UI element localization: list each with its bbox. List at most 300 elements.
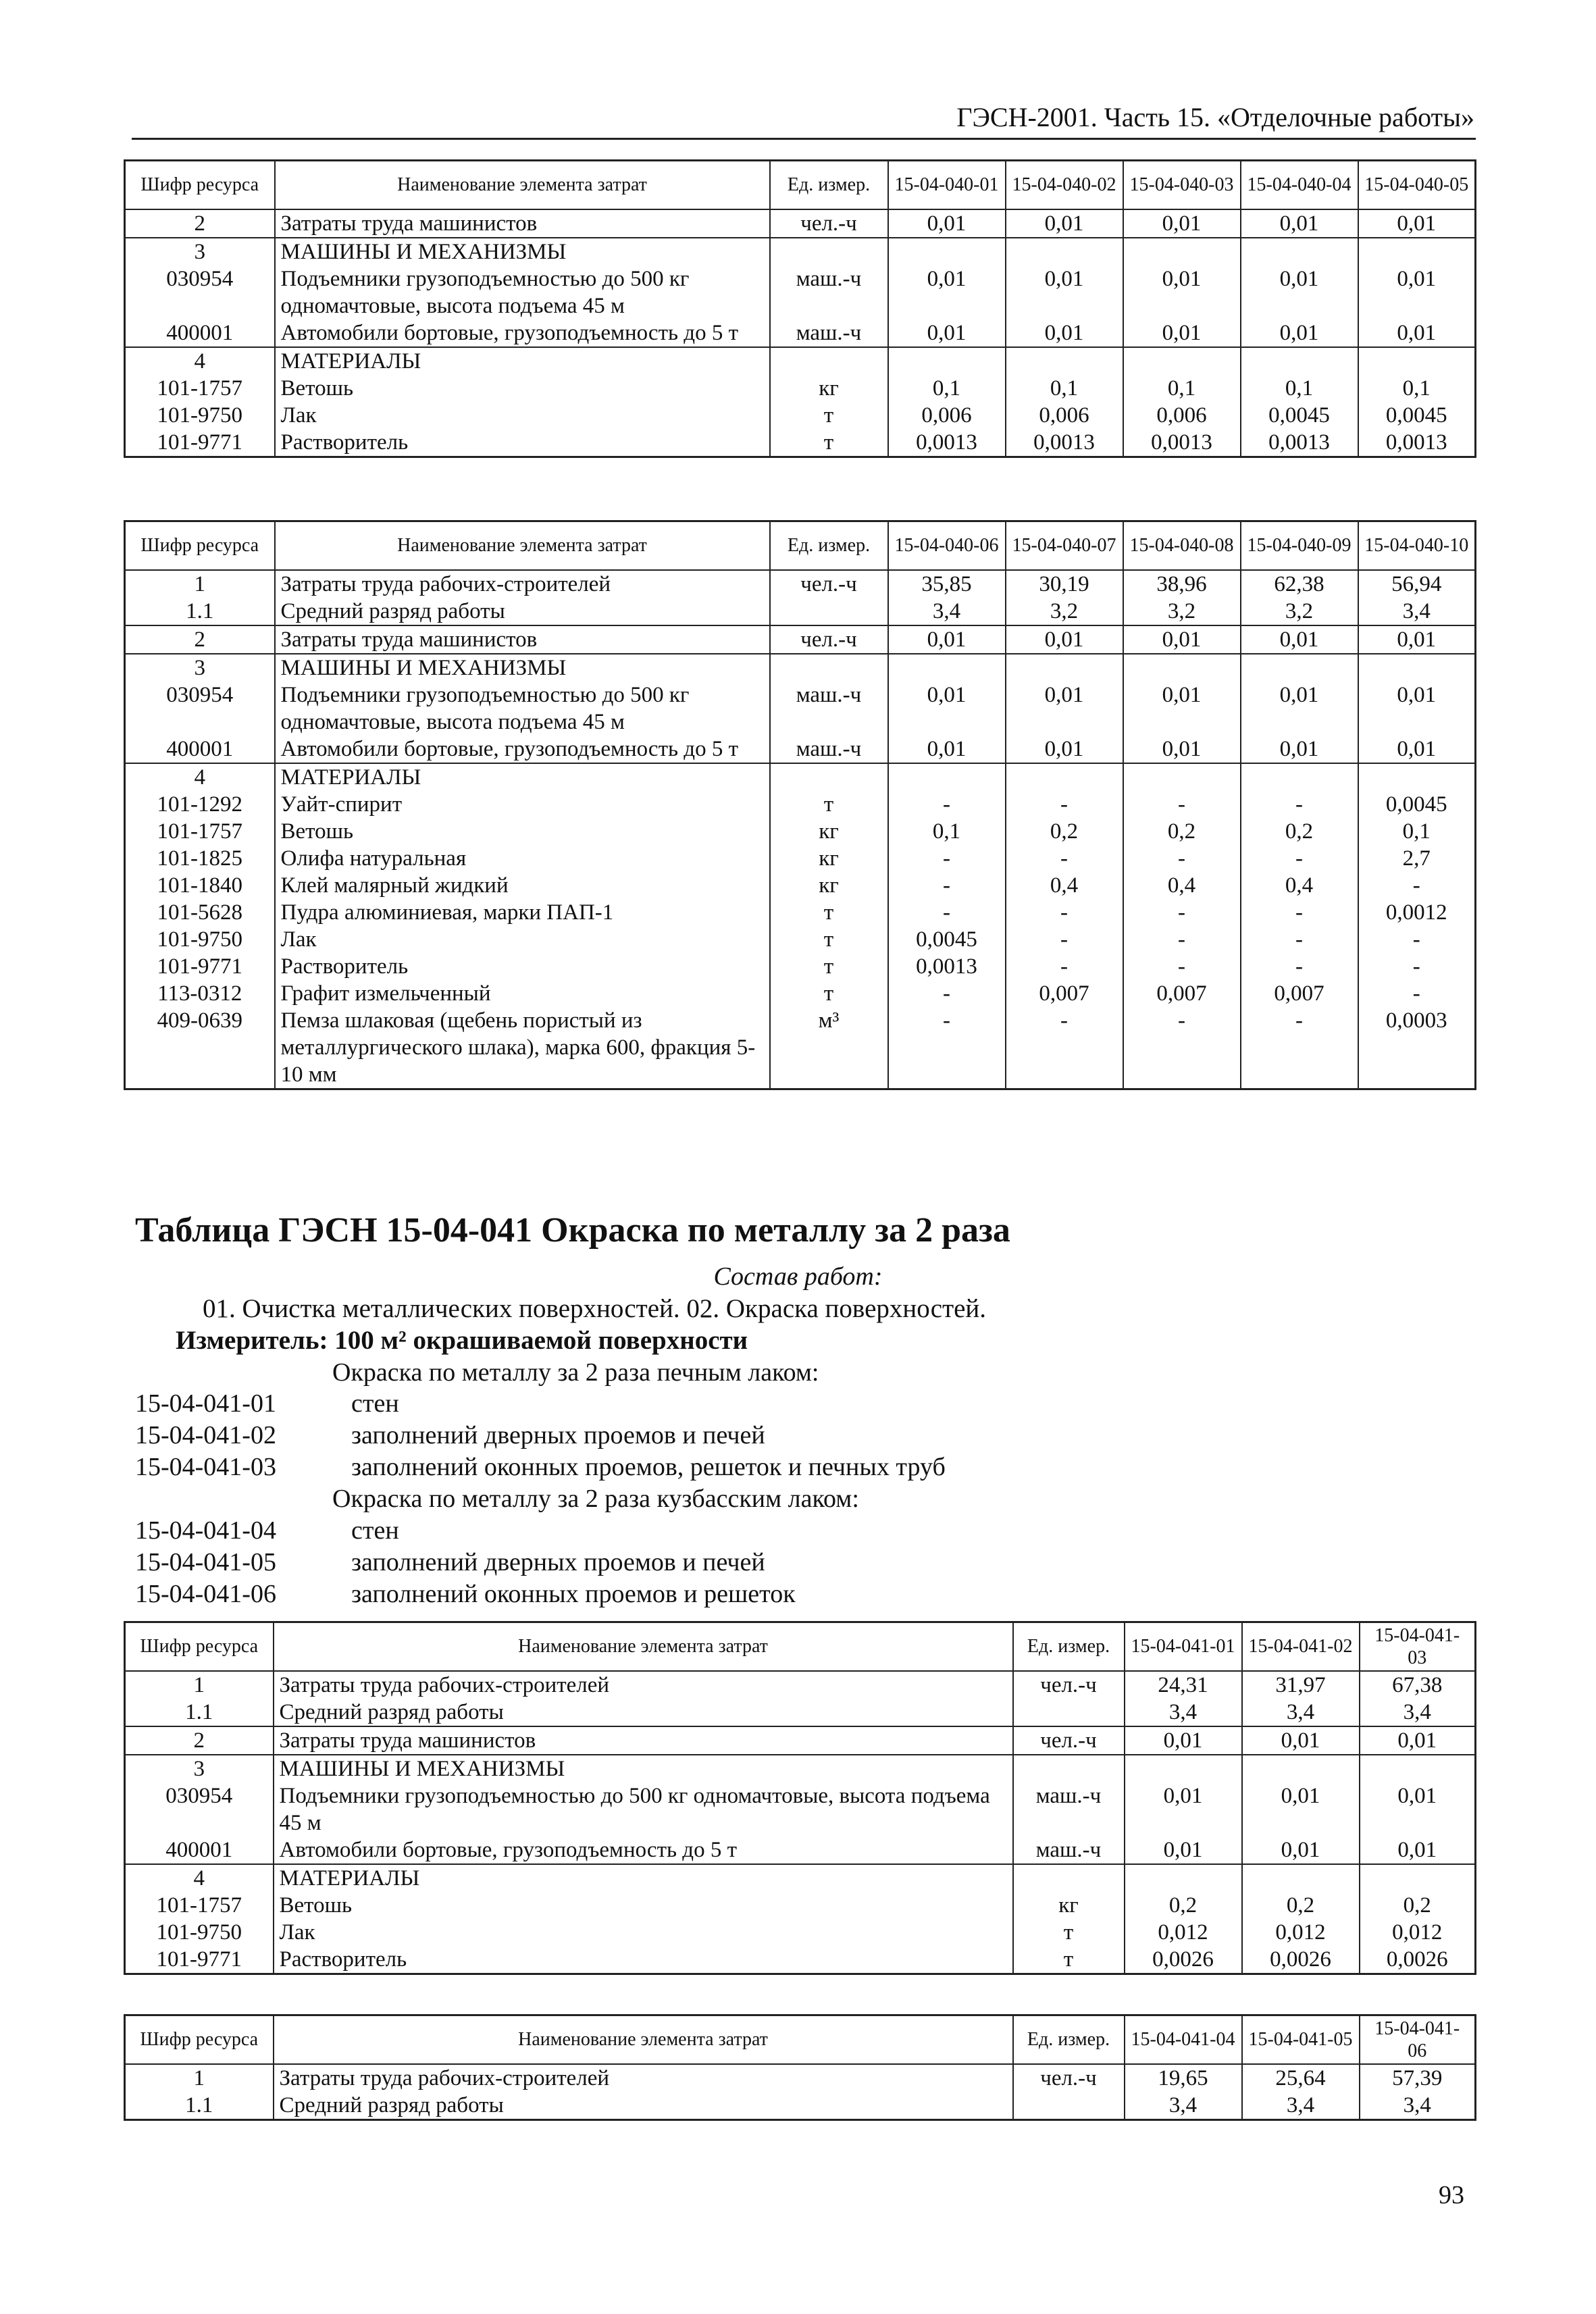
value-cell: 0,2 [1006, 818, 1123, 845]
value-cell: 0,01 [1006, 209, 1123, 238]
value-cell [1358, 238, 1476, 265]
norm-desc: заполнений дверных проемов и печей [351, 1421, 765, 1449]
value-cell [888, 238, 1006, 265]
table-row [125, 2092, 1476, 2120]
cost-item-name-cell: Автомобили бортовые, грузоподъемность до 5 т [275, 736, 770, 763]
value-cell [1242, 1864, 1360, 1892]
value-cell: 0,0013 [888, 429, 1006, 457]
table-row [125, 1836, 1476, 1864]
value-cell: 0,0003 [1358, 1007, 1476, 1089]
work-caption: Состав работ: [713, 1262, 883, 1291]
resource-code-cell: 1.1 [125, 2092, 274, 2120]
table-row [125, 791, 1476, 818]
value-cell: 3,4 [888, 598, 1006, 625]
unit-cell: т [770, 899, 888, 926]
value-cell: - [1241, 926, 1358, 953]
unit-cell: маш.-ч [770, 319, 888, 347]
unit-cell [770, 654, 888, 682]
resource-code-cell: 101-1825 [125, 845, 275, 872]
page-number: 93 [1439, 2181, 1464, 2209]
value-cell: 0,1 [888, 818, 1006, 845]
value-cell: 0,01 [1241, 625, 1358, 654]
cost-item-name-cell: Автомобили бортовые, грузоподъемность до 5 т [275, 319, 770, 347]
value-cell [1006, 654, 1123, 682]
value-cell: 0,2 [1123, 818, 1241, 845]
table-row [125, 899, 1476, 926]
value-cell: 0,0013 [1006, 429, 1123, 457]
table-row [125, 953, 1476, 980]
table-row [125, 763, 1476, 791]
value-cell: 0,01 [888, 209, 1006, 238]
norm-code: 15-04-041-06 [135, 1580, 276, 1608]
value-cell [888, 347, 1006, 375]
cost-item-name-cell: Уайт-спирит [275, 791, 770, 818]
norm-code: 15-04-041-03 [135, 1453, 276, 1481]
unit-cell: кг [770, 872, 888, 899]
value-cell [1241, 763, 1358, 791]
unit-cell [770, 763, 888, 791]
norm-code: 15-04-041-05 [135, 1548, 276, 1576]
unit-cell [770, 598, 888, 625]
norm-desc: заполнений оконных проемов и решеток [351, 1580, 796, 1608]
value-cell: - [1123, 899, 1241, 926]
table-row [125, 625, 1476, 654]
value-cell: 0,0013 [1358, 429, 1476, 457]
table-row [125, 1892, 1476, 1919]
value-cell [1006, 763, 1123, 791]
col-header-norm: 15-04-040-02 [1006, 161, 1123, 209]
value-cell: 0,01 [1006, 625, 1123, 654]
cost-item-name-cell: Графит измельченный [275, 980, 770, 1007]
resource-code-cell: 1.1 [125, 1699, 274, 1726]
value-cell [1241, 654, 1358, 682]
value-cell: 3,4 [1360, 2092, 1476, 2120]
unit-cell: т [770, 953, 888, 980]
value-cell: 0,012 [1125, 1919, 1242, 1946]
value-cell: 0,4 [1241, 872, 1358, 899]
value-cell: 0,01 [1358, 209, 1476, 238]
value-cell: - [1123, 791, 1241, 818]
table-row [125, 1919, 1476, 1946]
value-cell: 0,01 [888, 265, 1006, 319]
value-cell: - [1241, 953, 1358, 980]
resource-code-cell: 101-9771 [125, 1946, 274, 1974]
col-header-norm: 15-04-041-05 [1242, 2015, 1360, 2064]
value-cell: 0,0013 [1241, 429, 1358, 457]
value-cell: 0,01 [1241, 209, 1358, 238]
cost-item-name-cell: Затраты труда рабочих-строителей [275, 570, 770, 598]
unit-cell: т [770, 980, 888, 1007]
unit-cell: т [770, 429, 888, 457]
value-cell [1006, 347, 1123, 375]
cost-item-name-cell: МАШИНЫ И МЕХАНИЗМЫ [275, 238, 770, 265]
unit-cell: маш.-ч [770, 682, 888, 736]
resource-code-cell: 101-1757 [125, 1892, 274, 1919]
unit-cell: маш.-ч [1013, 1782, 1125, 1836]
table-row [125, 1755, 1476, 1782]
cost-item-name-cell: Затраты труда машинистов [275, 625, 770, 654]
col-header-norm: 15-04-040-05 [1358, 161, 1476, 209]
value-cell: 0,01 [888, 319, 1006, 347]
table-row [125, 598, 1476, 625]
norm-desc: заполнений дверных проемов и печей [351, 1548, 765, 1576]
col-header-norm: 15-04-040-07 [1006, 521, 1123, 570]
value-cell: 0,012 [1360, 1919, 1476, 1946]
value-cell: - [1358, 953, 1476, 980]
unit-cell: маш.-ч [770, 736, 888, 763]
norm-code: 15-04-041-01 [135, 1389, 276, 1418]
value-cell [1123, 763, 1241, 791]
resource-code-cell: 400001 [125, 736, 275, 763]
table-row [125, 2064, 1476, 2092]
value-cell: - [1241, 1007, 1358, 1089]
resource-table-040-01-05 [124, 159, 1476, 458]
norm-desc: стен [351, 1389, 399, 1418]
value-cell [1358, 763, 1476, 791]
table-row [125, 238, 1476, 265]
resource-code-cell: 400001 [125, 319, 275, 347]
cost-item-name-cell: Подъемники грузоподъемностью до 500 кг одномачтовые, высота подъема 45 м [275, 265, 770, 319]
cost-item-name-cell: Затраты труда машинистов [275, 209, 770, 238]
cost-item-name-cell: Подъемники грузоподъемностью до 500 кг одномачтовые, высота подъема 45 м [274, 1782, 1013, 1836]
value-cell: - [1241, 899, 1358, 926]
resource-code-cell: 1 [125, 2064, 274, 2092]
resource-code-cell: 1 [125, 570, 275, 598]
resource-code-cell: 2 [125, 209, 275, 238]
value-cell: 0,2 [1125, 1892, 1242, 1919]
value-cell: 35,85 [888, 570, 1006, 598]
value-cell: 30,19 [1006, 570, 1123, 598]
col-header-norm: 15-04-040-10 [1358, 521, 1476, 570]
unit-cell: маш.-ч [1013, 1836, 1125, 1864]
col-header-name: Наименование элемента затрат [274, 1622, 1013, 1671]
value-cell [1123, 654, 1241, 682]
value-cell: 0,006 [1006, 402, 1123, 429]
table-row [125, 375, 1476, 402]
unit-cell: чел.-ч [1013, 1726, 1125, 1755]
resource-code-cell: 101-5628 [125, 899, 275, 926]
value-cell: - [888, 899, 1006, 926]
table-row [125, 736, 1476, 763]
running-header: ГЭСН-2001. Часть 15. «Отделочные работы» [956, 102, 1474, 132]
value-cell: 0,01 [1123, 209, 1241, 238]
cost-item-name-cell: Ветошь [274, 1892, 1013, 1919]
value-cell: - [1241, 791, 1358, 818]
value-cell: 0,01 [1006, 682, 1123, 736]
table-row [125, 265, 1476, 319]
value-cell: - [1006, 899, 1123, 926]
value-cell: - [1006, 1007, 1123, 1089]
value-cell: 0,01 [1006, 736, 1123, 763]
value-cell: 3,2 [1123, 598, 1241, 625]
value-cell: 0,1 [1358, 818, 1476, 845]
value-cell: 0,2 [1360, 1892, 1476, 1919]
table-row [125, 872, 1476, 899]
unit-cell: т [1013, 1946, 1125, 1974]
unit-cell: т [770, 791, 888, 818]
col-header-code: Шифр ресурса [125, 161, 275, 209]
value-cell: - [888, 845, 1006, 872]
value-cell [1123, 238, 1241, 265]
cost-item-name-cell: Затраты труда рабочих-строителей [274, 2064, 1013, 2092]
value-cell: 38,96 [1123, 570, 1241, 598]
cost-item-name-cell: Растворитель [274, 1946, 1013, 1974]
cost-item-name-cell: Растворитель [275, 953, 770, 980]
value-cell: 0,007 [1241, 980, 1358, 1007]
value-cell: - [1006, 791, 1123, 818]
value-cell: - [1358, 980, 1476, 1007]
value-cell: 25,64 [1242, 2064, 1360, 2092]
value-cell [1360, 1755, 1476, 1782]
value-cell: 0,0013 [888, 953, 1006, 980]
resource-table-041-04-06 [124, 2014, 1476, 2121]
table-row [125, 818, 1476, 845]
resource-code-cell: 4 [125, 347, 275, 375]
unit-cell: маш.-ч [770, 265, 888, 319]
col-header-norm: 15-04-040-08 [1123, 521, 1241, 570]
value-cell: 0,01 [1242, 1782, 1360, 1836]
value-cell [888, 654, 1006, 682]
value-cell: 0,01 [1123, 736, 1241, 763]
unit-cell: кг [1013, 1892, 1125, 1919]
unit-cell [770, 238, 888, 265]
resource-code-cell: 1.1 [125, 598, 275, 625]
value-cell: 3,2 [1006, 598, 1123, 625]
value-cell: 57,39 [1360, 2064, 1476, 2092]
table-row [125, 1671, 1476, 1699]
table-row [125, 980, 1476, 1007]
value-cell: - [1006, 953, 1123, 980]
col-header-name: Наименование элемента затрат [275, 521, 770, 570]
col-header-norm: 15-04-041-06 [1360, 2015, 1476, 2064]
resource-code-cell: 101-9750 [125, 1919, 274, 1946]
value-cell: - [1123, 1007, 1241, 1089]
value-cell: 24,31 [1125, 1671, 1242, 1699]
resource-code-cell: 030954 [125, 265, 275, 319]
cost-item-name-cell: Затраты труда машинистов [274, 1726, 1013, 1755]
value-cell: 0,1 [1358, 375, 1476, 402]
resource-code-cell: 101-1757 [125, 375, 275, 402]
value-cell [1241, 238, 1358, 265]
col-header-norm: 15-04-040-09 [1241, 521, 1358, 570]
value-cell [1125, 1755, 1242, 1782]
table-row [125, 1946, 1476, 1974]
cost-item-name-cell: Подъемники грузоподъемностью до 500 кг одномачтовые, высота подъема 45 м [275, 682, 770, 736]
unit-cell: т [770, 402, 888, 429]
value-cell: 0,01 [1006, 265, 1123, 319]
cost-item-name-cell: МАШИНЫ И МЕХАНИЗМЫ [275, 654, 770, 682]
value-cell: - [1123, 953, 1241, 980]
cost-item-name-cell: Пемза шлаковая (щебень пористый из металлургического шлака), марка 600, фракция 5-10 мм [275, 1007, 770, 1089]
table-row [125, 926, 1476, 953]
cost-item-name-cell: Средний разряд работы [275, 598, 770, 625]
value-cell: 3,4 [1242, 1699, 1360, 1726]
col-header-norm: 15-04-040-01 [888, 161, 1006, 209]
unit-cell: чел.-ч [1013, 1671, 1125, 1699]
value-cell: 3,4 [1125, 2092, 1242, 2120]
cost-item-name-cell: Олифа натуральная [275, 845, 770, 872]
value-cell: 0,01 [1358, 682, 1476, 736]
table-row [125, 1699, 1476, 1726]
group-heading: Окраска по металлу за 2 раза печным лаком: [332, 1358, 819, 1387]
value-cell: 0,0026 [1125, 1946, 1242, 1974]
resource-code-cell: 101-1840 [125, 872, 275, 899]
unit-cell: кг [770, 845, 888, 872]
header-rule [132, 138, 1476, 140]
value-cell: 0,01 [1241, 265, 1358, 319]
col-header-unit: Ед. измер. [770, 161, 888, 209]
table-row [125, 654, 1476, 682]
value-cell: 0,0045 [1358, 791, 1476, 818]
unit-cell: чел.-ч [770, 625, 888, 654]
unit-cell: т [770, 926, 888, 953]
value-cell: 0,01 [1125, 1836, 1242, 1864]
value-cell: 0,007 [1123, 980, 1241, 1007]
col-header-norm: 15-04-040-06 [888, 521, 1006, 570]
work-text: 01. Очистка металлических поверхностей. 02. Окраска поверхностей. [203, 1294, 987, 1323]
resource-code-cell: 101-9771 [125, 429, 275, 457]
value-cell: 0,01 [1360, 1836, 1476, 1864]
value-cell: 0,1 [1241, 375, 1358, 402]
cost-item-name-cell: Лак [275, 402, 770, 429]
value-cell: 0,01 [1123, 682, 1241, 736]
value-cell [1358, 654, 1476, 682]
col-header-code: Шифр ресурса [125, 2015, 274, 2064]
table-row [125, 209, 1476, 238]
col-header-norm: 15-04-041-03 [1360, 1622, 1476, 1671]
value-cell: 3,4 [1358, 598, 1476, 625]
resource-code-cell: 400001 [125, 1836, 274, 1864]
value-cell: 0,2 [1241, 818, 1358, 845]
cost-item-name-cell: Автомобили бортовые, грузоподъемность до 5 т [274, 1836, 1013, 1864]
value-cell: - [1358, 926, 1476, 953]
resource-code-cell: 101-1292 [125, 791, 275, 818]
resource-code-cell: 2 [125, 625, 275, 654]
value-cell [888, 763, 1006, 791]
unit-cell: чел.-ч [770, 209, 888, 238]
value-cell: - [1241, 845, 1358, 872]
value-cell: 0,01 [1360, 1782, 1476, 1836]
resource-code-cell: 030954 [125, 682, 275, 736]
value-cell: - [888, 872, 1006, 899]
value-cell: 0,01 [1123, 625, 1241, 654]
table-row [125, 682, 1476, 736]
value-cell: - [888, 1007, 1006, 1089]
value-cell: 3,2 [1241, 598, 1358, 625]
value-cell [1241, 347, 1358, 375]
value-cell: 31,97 [1242, 1671, 1360, 1699]
value-cell: 0,0045 [1241, 402, 1358, 429]
cost-item-name-cell: Лак [274, 1919, 1013, 1946]
value-cell: 0,01 [1125, 1726, 1242, 1755]
value-cell: - [1123, 845, 1241, 872]
cost-item-name-cell: Затраты труда рабочих-строителей [274, 1671, 1013, 1699]
value-cell [1123, 347, 1241, 375]
table-row [125, 1007, 1476, 1089]
value-cell: 2,7 [1358, 845, 1476, 872]
value-cell: 0,007 [1006, 980, 1123, 1007]
cost-item-name-cell: Ветошь [275, 818, 770, 845]
unit-cell: т [1013, 1919, 1125, 1946]
value-cell: 0,01 [1358, 319, 1476, 347]
col-header-code: Шифр ресурса [125, 1622, 274, 1671]
value-cell: 0,01 [1123, 319, 1241, 347]
value-cell: 0,0026 [1242, 1946, 1360, 1974]
table-row [125, 1864, 1476, 1892]
unit-cell: чел.-ч [1013, 2064, 1125, 2092]
value-cell: - [888, 980, 1006, 1007]
value-cell: 0,0045 [888, 926, 1006, 953]
group-heading: Окраска по металлу за 2 раза кузбасским лаком: [332, 1485, 859, 1513]
value-cell: 19,65 [1125, 2064, 1242, 2092]
value-cell: 0,4 [1006, 872, 1123, 899]
norm-desc: стен [351, 1516, 399, 1545]
value-cell: - [888, 791, 1006, 818]
value-cell: 0,4 [1123, 872, 1241, 899]
col-header-unit: Ед. измер. [770, 521, 888, 570]
value-cell: 0,01 [888, 736, 1006, 763]
unit-cell: м³ [770, 1007, 888, 1089]
value-cell: 0,1 [888, 375, 1006, 402]
cost-item-name-cell: Лак [275, 926, 770, 953]
value-cell: 0,0045 [1358, 402, 1476, 429]
value-cell: - [1006, 845, 1123, 872]
col-header-code: Шифр ресурса [125, 521, 275, 570]
cost-item-name-cell: Пудра алюминиевая, марки ПАП-1 [275, 899, 770, 926]
table-row [125, 1726, 1476, 1755]
table-row [125, 347, 1476, 375]
value-cell: - [1123, 926, 1241, 953]
col-header-name: Наименование элемента затрат [275, 161, 770, 209]
value-cell: 0,012 [1242, 1919, 1360, 1946]
resource-code-cell: 3 [125, 238, 275, 265]
value-cell: 0,1 [1123, 375, 1241, 402]
table-row [125, 402, 1476, 429]
unit-cell [1013, 2092, 1125, 2120]
value-cell: 0,01 [888, 625, 1006, 654]
value-cell: 0,01 [1241, 682, 1358, 736]
value-cell: 3,4 [1242, 2092, 1360, 2120]
measure-unit: Измеритель: 100 м² окрашиваемой поверхности [176, 1326, 748, 1355]
cost-item-name-cell: Клей малярный жидкий [275, 872, 770, 899]
norm-code: 15-04-041-04 [135, 1516, 276, 1545]
value-cell: 0,01 [1242, 1726, 1360, 1755]
value-cell: - [1006, 926, 1123, 953]
cost-item-name-cell: Растворитель [275, 429, 770, 457]
value-cell [1360, 1864, 1476, 1892]
resource-code-cell: 3 [125, 654, 275, 682]
col-header-name: Наименование элемента затрат [274, 2015, 1013, 2064]
value-cell [1358, 347, 1476, 375]
unit-cell: чел.-ч [770, 570, 888, 598]
resource-code-cell: 101-9750 [125, 926, 275, 953]
cost-item-name-cell: Средний разряд работы [274, 2092, 1013, 2120]
cost-item-name-cell: Ветошь [275, 375, 770, 402]
resource-table-040-06-10 [124, 520, 1476, 1090]
value-cell: 0,01 [1006, 319, 1123, 347]
value-cell: 0,006 [888, 402, 1006, 429]
resource-code-cell: 4 [125, 763, 275, 791]
table-row [125, 429, 1476, 457]
value-cell: 3,4 [1125, 1699, 1242, 1726]
unit-cell [1013, 1755, 1125, 1782]
unit-cell [1013, 1699, 1125, 1726]
value-cell: 62,38 [1241, 570, 1358, 598]
table-row [125, 1782, 1476, 1836]
resource-code-cell: 1 [125, 1671, 274, 1699]
cost-item-name-cell: МАШИНЫ И МЕХАНИЗМЫ [274, 1755, 1013, 1782]
col-header-norm: 15-04-040-04 [1241, 161, 1358, 209]
